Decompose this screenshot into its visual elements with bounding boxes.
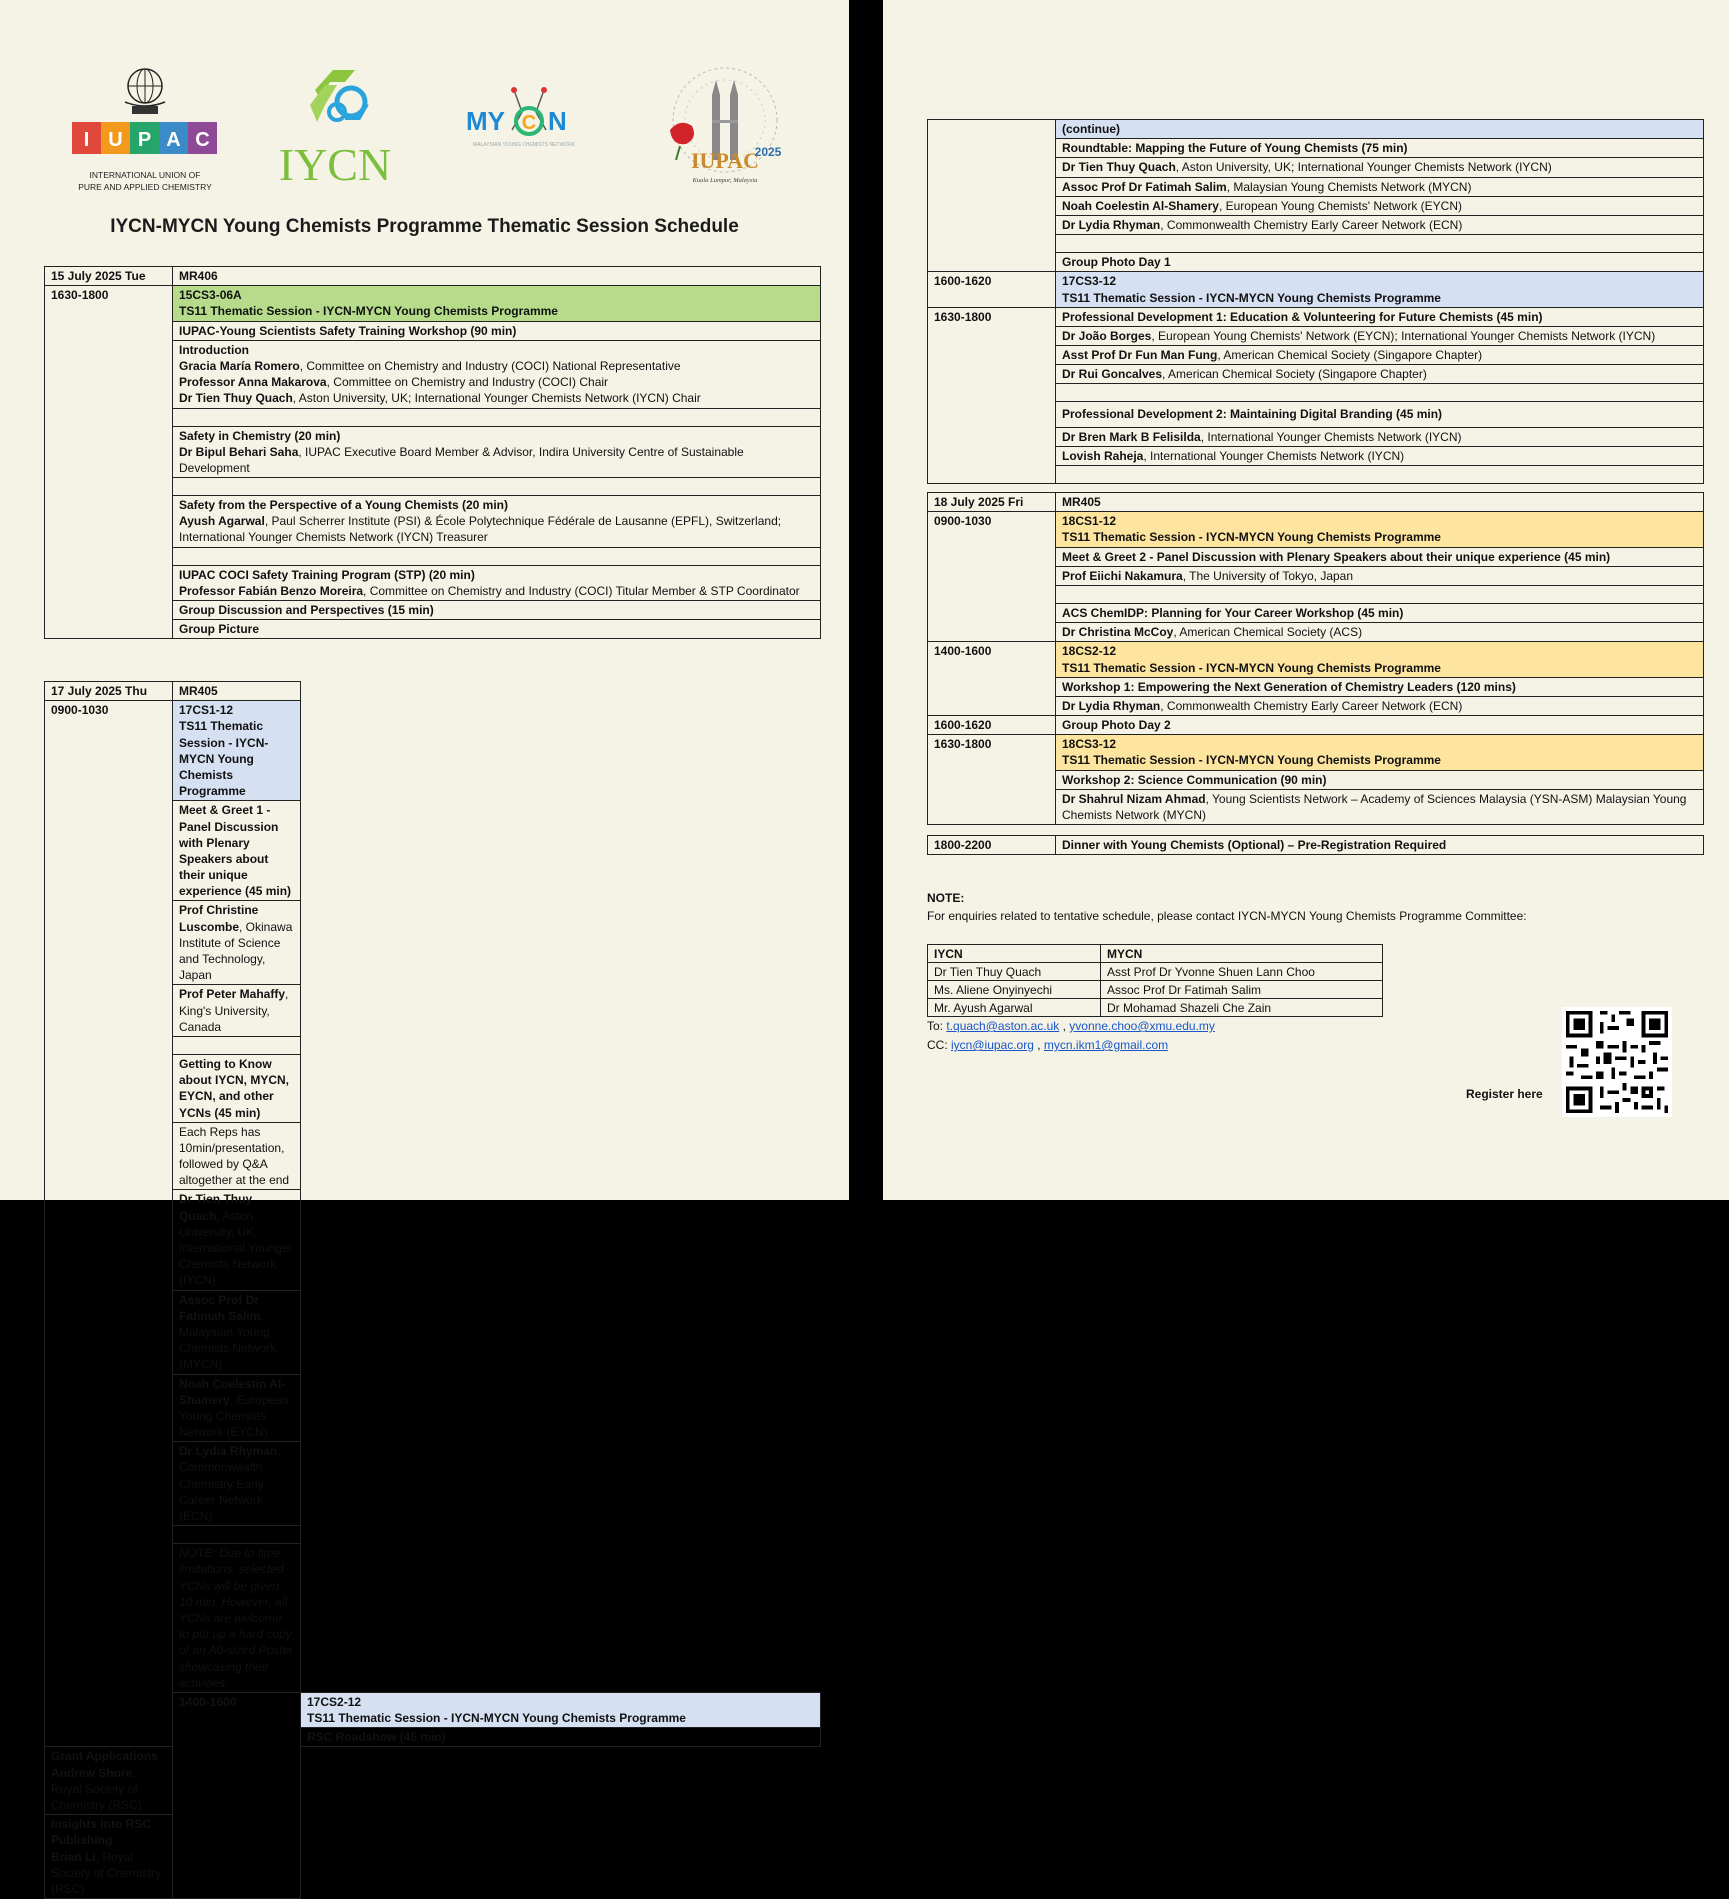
session-title: TS11 Thematic Session - IYCN-MYCN Young Chemists Programme <box>1062 530 1441 545</box>
speaker-name: Dr Shahrul Nizam Ahmad <box>1062 791 1206 806</box>
mycn-text-mid: C <box>521 112 537 134</box>
note-title: NOTE: <box>927 891 965 905</box>
time-slot: 1400-1600 <box>928 642 1056 716</box>
iycn-wordmark: IYCN <box>278 139 392 190</box>
separator: , <box>1033 1038 1044 1052</box>
speaker-name: Andrew Shore <box>51 1765 133 1780</box>
discussion-title: Group Discussion and Perspectives (15 min) <box>173 601 821 620</box>
iycn-logo <box>275 60 395 200</box>
mycn-caption: MALAYSIAN YOUNG CHEMISTS NETWORK <box>472 142 576 148</box>
contact-iycn: Mr. Ayush Agarwal <box>928 999 1101 1017</box>
mycn-text-left: MY <box>466 106 505 136</box>
speaker-affiliation: , Malaysian Young Chemists Network (MYCN) <box>179 1308 277 1372</box>
table-row <box>928 735 1704 770</box>
talk-title: Safety in Chemistry (20 min) <box>179 428 341 443</box>
speaker-name: Dr Rui Goncalves <box>1062 367 1163 382</box>
iupac-2025-year: 2025 <box>754 145 782 159</box>
iupac-logo <box>70 60 220 200</box>
blank-cell <box>173 1526 301 1544</box>
speaker-affiliation: , Paul Scherrer Institute (PSI) & École Polytechnique Fédérale de Lausanne (EPFL), Switzerland; International Younger Chemists Network (IYCN) Treasurer <box>179 514 782 545</box>
speaker-name: Ayush Agarwal <box>179 514 265 529</box>
contacts-col-iycn: IYCN <box>928 945 1101 963</box>
speaker-name: Brian Li <box>51 1849 96 1864</box>
contacts-table <box>927 944 1383 1017</box>
speaker-affiliation: , Commonwealth Chemistry Early Career Network (ECN) <box>179 1444 281 1523</box>
table-header-row <box>928 493 1704 512</box>
mycn-logo <box>462 60 592 200</box>
speaker-affiliation: , Aston University, UK; International Younger Chemists Network (IYCN) <box>1175 160 1552 175</box>
speaker-name: Dr Tien Thuy Quach <box>179 1192 253 1223</box>
table-row <box>928 642 1704 677</box>
continue-label: (continue) <box>1056 120 1704 139</box>
table-header-row <box>45 682 821 701</box>
time-slot: 1600-1620 <box>928 716 1056 735</box>
speaker-affiliation: , Committee on Chemistry and Industry (COCI) Chair <box>326 375 609 390</box>
contact-iycn: Ms. Aliene Onyinyechi <box>928 981 1101 999</box>
schedule-table-17-july <box>44 681 821 1899</box>
speaker-name: Prof Christine Luscombe <box>179 903 259 934</box>
speaker-name: Dr João Borges <box>1062 328 1152 343</box>
intro-cell <box>173 340 821 408</box>
speaker-name: Dr Lydia Rhyman <box>1062 698 1161 713</box>
talk-title: Professional Development 1: Education & Volunteering for Future Chemists (45 min) <box>1056 307 1704 326</box>
session-header-cell <box>1056 735 1704 770</box>
day-date: 17 July 2025 Thu <box>45 682 173 701</box>
iupac-2025-logo <box>650 60 800 200</box>
speaker-name: Professor Fabián Benzo Moreira <box>179 583 364 598</box>
session-title: TS11 Thematic Session - IYCN-MYCN Young Chemists Programme <box>1062 753 1441 768</box>
speaker-name: Gracia María Romero <box>179 358 300 373</box>
table-row <box>928 512 1704 547</box>
speaker-affiliation: , American Chemical Society (Singapore Chapter) <box>1162 367 1427 382</box>
separator: , <box>1059 1019 1070 1033</box>
email-link[interactable]: iycn@iupac.org <box>951 1038 1034 1052</box>
page-title: IYCN-MYCN Young Chemists Programme Thematic Session Schedule <box>110 216 739 237</box>
talk-title: Workshop 1: Empowering the Next Generation of Chemistry Leaders (120 mins) <box>1056 677 1704 696</box>
iupac-letter-c: C <box>195 129 210 151</box>
day-date: 15 July 2025 Tue <box>45 267 173 286</box>
qr-code-icon[interactable] <box>1561 1007 1673 1117</box>
group-photo: Group Photo Day 1 <box>1056 253 1704 272</box>
iupac-2025-wordmark: IUPAC <box>690 148 760 173</box>
time-slot: 1400-1600 <box>173 1692 301 1898</box>
speaker-name: Prof Eiichi Nakamura <box>1062 568 1183 583</box>
talk-title: Meet & Greet 1 - Panel Discussion with Plenary Speakers about their unique experience (45 min) <box>173 801 301 901</box>
ycn-note: NOTE: Due to time limitations, selected YCNs will be given 10 min. However, all YCNs are welcome to put up a hard copy of an A0-sized Poster showcasing their activities. <box>173 1544 301 1693</box>
speaker-affiliation: , IUPAC Executive Board Member & Advisor, Indira University Centre of Sustainable Development <box>179 444 744 475</box>
speaker-affiliation: , Commonwealth Chemistry Early Career Network (ECN) <box>1160 217 1463 232</box>
register-label: Register here <box>1466 1087 1543 1101</box>
session-header-cell <box>173 701 301 801</box>
time-slot: 0900-1030 <box>45 701 173 1747</box>
speaker-affiliation: , Okinawa Institute of Science and Technology, Japan <box>179 919 293 983</box>
blank-cell <box>173 1036 301 1054</box>
table-row <box>928 272 1704 307</box>
speaker-affiliation: , Committee on Chemistry and Industry (COCI) National Representative <box>299 358 681 373</box>
session-header-cell <box>173 286 821 321</box>
iupac-letter-a: A <box>166 129 181 151</box>
table-row <box>928 836 1704 855</box>
speaker-name: Dr Lydia Rhyman <box>179 1444 278 1459</box>
blank-cell <box>1056 466 1704 484</box>
speaker-name: Prof Peter Mahaffy <box>179 987 286 1002</box>
iupac-letter-i: I <box>83 129 90 151</box>
speaker-name: Noah Coelestin Al-Shamery <box>1062 198 1219 213</box>
speaker-name: Dr Lydia Rhyman <box>1062 217 1161 232</box>
talk-title: Meet & Greet 2 - Panel Discussion with Plenary Speakers about their unique experience (45 min) <box>1056 547 1704 566</box>
table-row <box>928 999 1383 1017</box>
session-title: TS11 Thematic Session - IYCN-MYCN Young Chemists Programme <box>179 304 558 319</box>
contact-mycn: Assoc Prof Dr Fatimah Salim <box>1101 981 1383 999</box>
session-code: 18CS1-12 <box>1062 514 1117 529</box>
to-label: To: <box>927 1019 944 1033</box>
iupac-2025-city: Kuala Lumpur, Malaysia <box>692 177 758 184</box>
room-label: MR406 <box>173 267 821 286</box>
iupac-caption-1: INTERNATIONAL UNION OF <box>89 170 201 180</box>
talk-title: Roundtable: Mapping the Future of Young Chemists (75 min) <box>1056 139 1704 158</box>
email-link[interactable]: t.quach@aston.ac.uk <box>946 1019 1060 1033</box>
speaker-affiliation: , European Young Chemists' Network (EYCN) <box>1218 198 1463 213</box>
talk-title: Getting to Know about IYCN, MYCN, EYCN, and other YCNs (45 min) <box>173 1054 301 1122</box>
logo-strip <box>60 60 800 200</box>
table-row <box>928 981 1383 999</box>
talk-title: Professional Development 2: Maintaining Digital Branding (45 min) <box>1056 402 1704 427</box>
blank-cell <box>173 478 821 496</box>
table-row <box>928 120 1704 139</box>
talk-title: IUPAC COCI Safety Training Program (STP) (20 min) <box>179 567 475 582</box>
time-slot: 1800-2200 <box>928 836 1056 855</box>
contact-mycn: Dr Mohamad Shazeli Che Zain <box>1101 999 1383 1017</box>
schedule-table-17-july-continued <box>927 119 1704 484</box>
right-page <box>883 0 1729 1200</box>
talk-description: Each Reps has 10min/presentation, followed by Q&A altogether at the end <box>173 1122 301 1190</box>
session-title: TS11 Thematic Session - IYCN-MYCN Young Chemists Programme <box>1062 290 1441 305</box>
note-text: For enquiries related to tentative schedule, please contact IYCN-MYCN Young Chemists Programme Committee: <box>927 909 1527 923</box>
email-link[interactable]: mycn.ikm1@gmail.com <box>1043 1038 1169 1052</box>
to-line <box>927 1019 1215 1033</box>
table-header-row <box>928 945 1383 963</box>
time-slot: 1630-1800 <box>928 735 1056 825</box>
speaker-name: Dr Christina McCoy <box>1062 625 1174 640</box>
blank-cell <box>1056 585 1704 603</box>
speaker-affiliation: , International Younger Chemists Network (IYCN) <box>1200 429 1462 444</box>
speaker-affiliation: , Committee on Chemistry and Industry (COCI) Titular Member & STP Coordinator <box>363 583 800 598</box>
speaker-name: Assoc Prof Dr Fatimah Salim <box>179 1292 261 1323</box>
speaker-affiliation: , Royal Society of Chemistry (RSC) <box>51 1765 142 1812</box>
blank-cell <box>173 547 821 565</box>
blank-cell <box>1056 384 1704 402</box>
intro-title: Introduction <box>179 342 249 357</box>
session-code: 17CS1-12 <box>179 703 234 718</box>
speaker-name: Dr Tien Thuy Quach <box>179 391 293 406</box>
stp-cell <box>173 565 821 600</box>
day-date: 18 July 2025 Fri <box>928 493 1056 512</box>
session-title: TS11 Thematic Session - IYCN-MYCN Young Chemists Programme <box>307 1711 686 1726</box>
speaker-affiliation: , Aston University, UK; International Younger Chemists Network (IYCN) Chair <box>292 391 701 406</box>
group-picture: Group Picture <box>173 620 821 639</box>
session-header-cell <box>301 1692 821 1727</box>
talk-title: Safety from the Perspective of a Young Chemists (20 min) <box>179 498 508 513</box>
room-label: MR405 <box>173 682 301 701</box>
contacts-col-mycn: MYCN <box>1101 945 1383 963</box>
session-code: 17CS2-12 <box>307 1694 362 1709</box>
speaker-affiliation: , European Young Chemists' Network (EYCN) <box>179 1392 289 1440</box>
workshop-title: IUPAC-Young Scientists Safety Training Workshop (90 min) <box>173 321 821 340</box>
table-row <box>928 307 1704 326</box>
cc-label: CC: <box>927 1038 948 1052</box>
table-row <box>928 963 1383 981</box>
blank-cell <box>1056 235 1704 253</box>
table-row <box>45 701 821 801</box>
iupac-letter-u: U <box>108 129 123 151</box>
blank-cell <box>173 408 821 426</box>
speaker-affiliation: , Young Scientists Network – Academy of Sciences Malaysia (YSN-ASM) Malaysian Young Chemists Network (MYCN) <box>1062 791 1687 822</box>
speaker-affiliation: , American Chemical Society (ACS) <box>1173 625 1363 640</box>
speaker-affiliation: , Royal Society of Chemistry (RSC) <box>51 1849 162 1896</box>
table-row <box>45 1747 821 1815</box>
table-header-row <box>45 267 821 286</box>
speaker-affiliation: , The University of Tokyo, Japan <box>1182 568 1354 583</box>
speaker-name: Lovish Raheja <box>1062 448 1144 463</box>
time-slot-empty <box>928 120 1056 272</box>
safety-cell <box>173 426 821 478</box>
talk-title: ACS ChemIDP: Planning for Your Career Workshop (45 min) <box>1056 603 1704 622</box>
speaker-affiliation: , Commonwealth Chemistry Early Career Network (ECN) <box>1160 698 1463 713</box>
time-slot: 1600-1620 <box>928 272 1056 307</box>
session-header-cell <box>1056 272 1704 307</box>
schedule-table-18-july <box>927 492 1704 825</box>
speaker-name: Dr Tien Thuy Quach <box>1062 160 1176 175</box>
left-page <box>0 0 849 1896</box>
speaker-name: Professor Anna Makarova <box>179 375 327 390</box>
talk-title: Grant Applications <box>51 1749 158 1764</box>
table-row <box>45 286 821 321</box>
contact-iycn: Dr Tien Thuy Quach <box>928 963 1101 981</box>
email-link[interactable]: yvonne.choo@xmu.edu.my <box>1069 1019 1215 1033</box>
session-code: 18CS2-12 <box>1062 644 1117 659</box>
speaker-affiliation: , American Chemical Society (Singapore Chapter) <box>1217 348 1483 363</box>
room-label: MR405 <box>1056 493 1704 512</box>
speaker-name: Assoc Prof Dr Fatimah Salim <box>1062 179 1227 194</box>
speaker-name: Noah Coelestin Al-Shamery <box>179 1376 286 1407</box>
talk-title: RSC Roadshow (45 min) <box>301 1728 821 1747</box>
schedule-table-15-july <box>44 266 821 639</box>
session-title: TS11 Thematic Session - IYCN-MYCN Young Chemists Programme <box>179 719 269 799</box>
session-code: 17CS3-12 <box>1062 274 1117 289</box>
note-block <box>927 889 1527 925</box>
speaker-name: Dr Bipul Behari Saha <box>179 444 299 459</box>
group-photo: Group Photo Day 2 <box>1056 716 1704 735</box>
time-slot: 1630-1800 <box>928 307 1056 483</box>
iupac-caption-2: PURE AND APPLIED CHEMISTRY <box>78 182 212 192</box>
talk-title: Insights into RSC Publishing <box>51 1817 151 1848</box>
speaker-affiliation: , King's University, Canada <box>179 987 289 1034</box>
time-slot: 0900-1030 <box>928 512 1056 642</box>
talk-title: Workshop 2: Science Communication (90 min) <box>1056 770 1704 789</box>
speaker-affiliation: , Aston University, UK; International Younger Chemists Network (IYCN) <box>179 1208 293 1288</box>
session-header-cell <box>1056 642 1704 677</box>
iupac-letter-p: P <box>137 129 152 151</box>
session-code: 18CS3-12 <box>1062 737 1117 752</box>
young-safety-cell <box>173 496 821 548</box>
table-row <box>45 1815 821 1899</box>
dinner-title: Dinner with Young Chemists (Optional) – Pre-Registration Required <box>1056 836 1704 855</box>
speaker-affiliation: , European Young Chemists' Network (EYCN); International Younger Chemists Network (IYCN) <box>1151 328 1656 343</box>
dinner-table <box>927 835 1704 855</box>
speaker-name: Dr Bren Mark B Felisilda <box>1062 429 1201 444</box>
cc-line <box>927 1038 1168 1052</box>
speaker-name: Asst Prof Dr Fun Man Fung <box>1062 348 1218 363</box>
session-title: TS11 Thematic Session - IYCN-MYCN Young Chemists Programme <box>1062 660 1441 675</box>
time-slot: 1630-1800 <box>45 286 173 639</box>
speaker-affiliation: , Malaysian Young Chemists Network (MYCN) <box>1226 179 1472 194</box>
mycn-text-right: N <box>548 106 567 136</box>
speaker-affiliation: , International Younger Chemists Network (IYCN) <box>1143 448 1405 463</box>
contact-mycn: Asst Prof Dr Yvonne Shuen Lann Choo <box>1101 963 1383 981</box>
session-header-cell <box>1056 512 1704 547</box>
table-row <box>928 716 1704 735</box>
session-code: 15CS3-06A <box>179 288 242 303</box>
